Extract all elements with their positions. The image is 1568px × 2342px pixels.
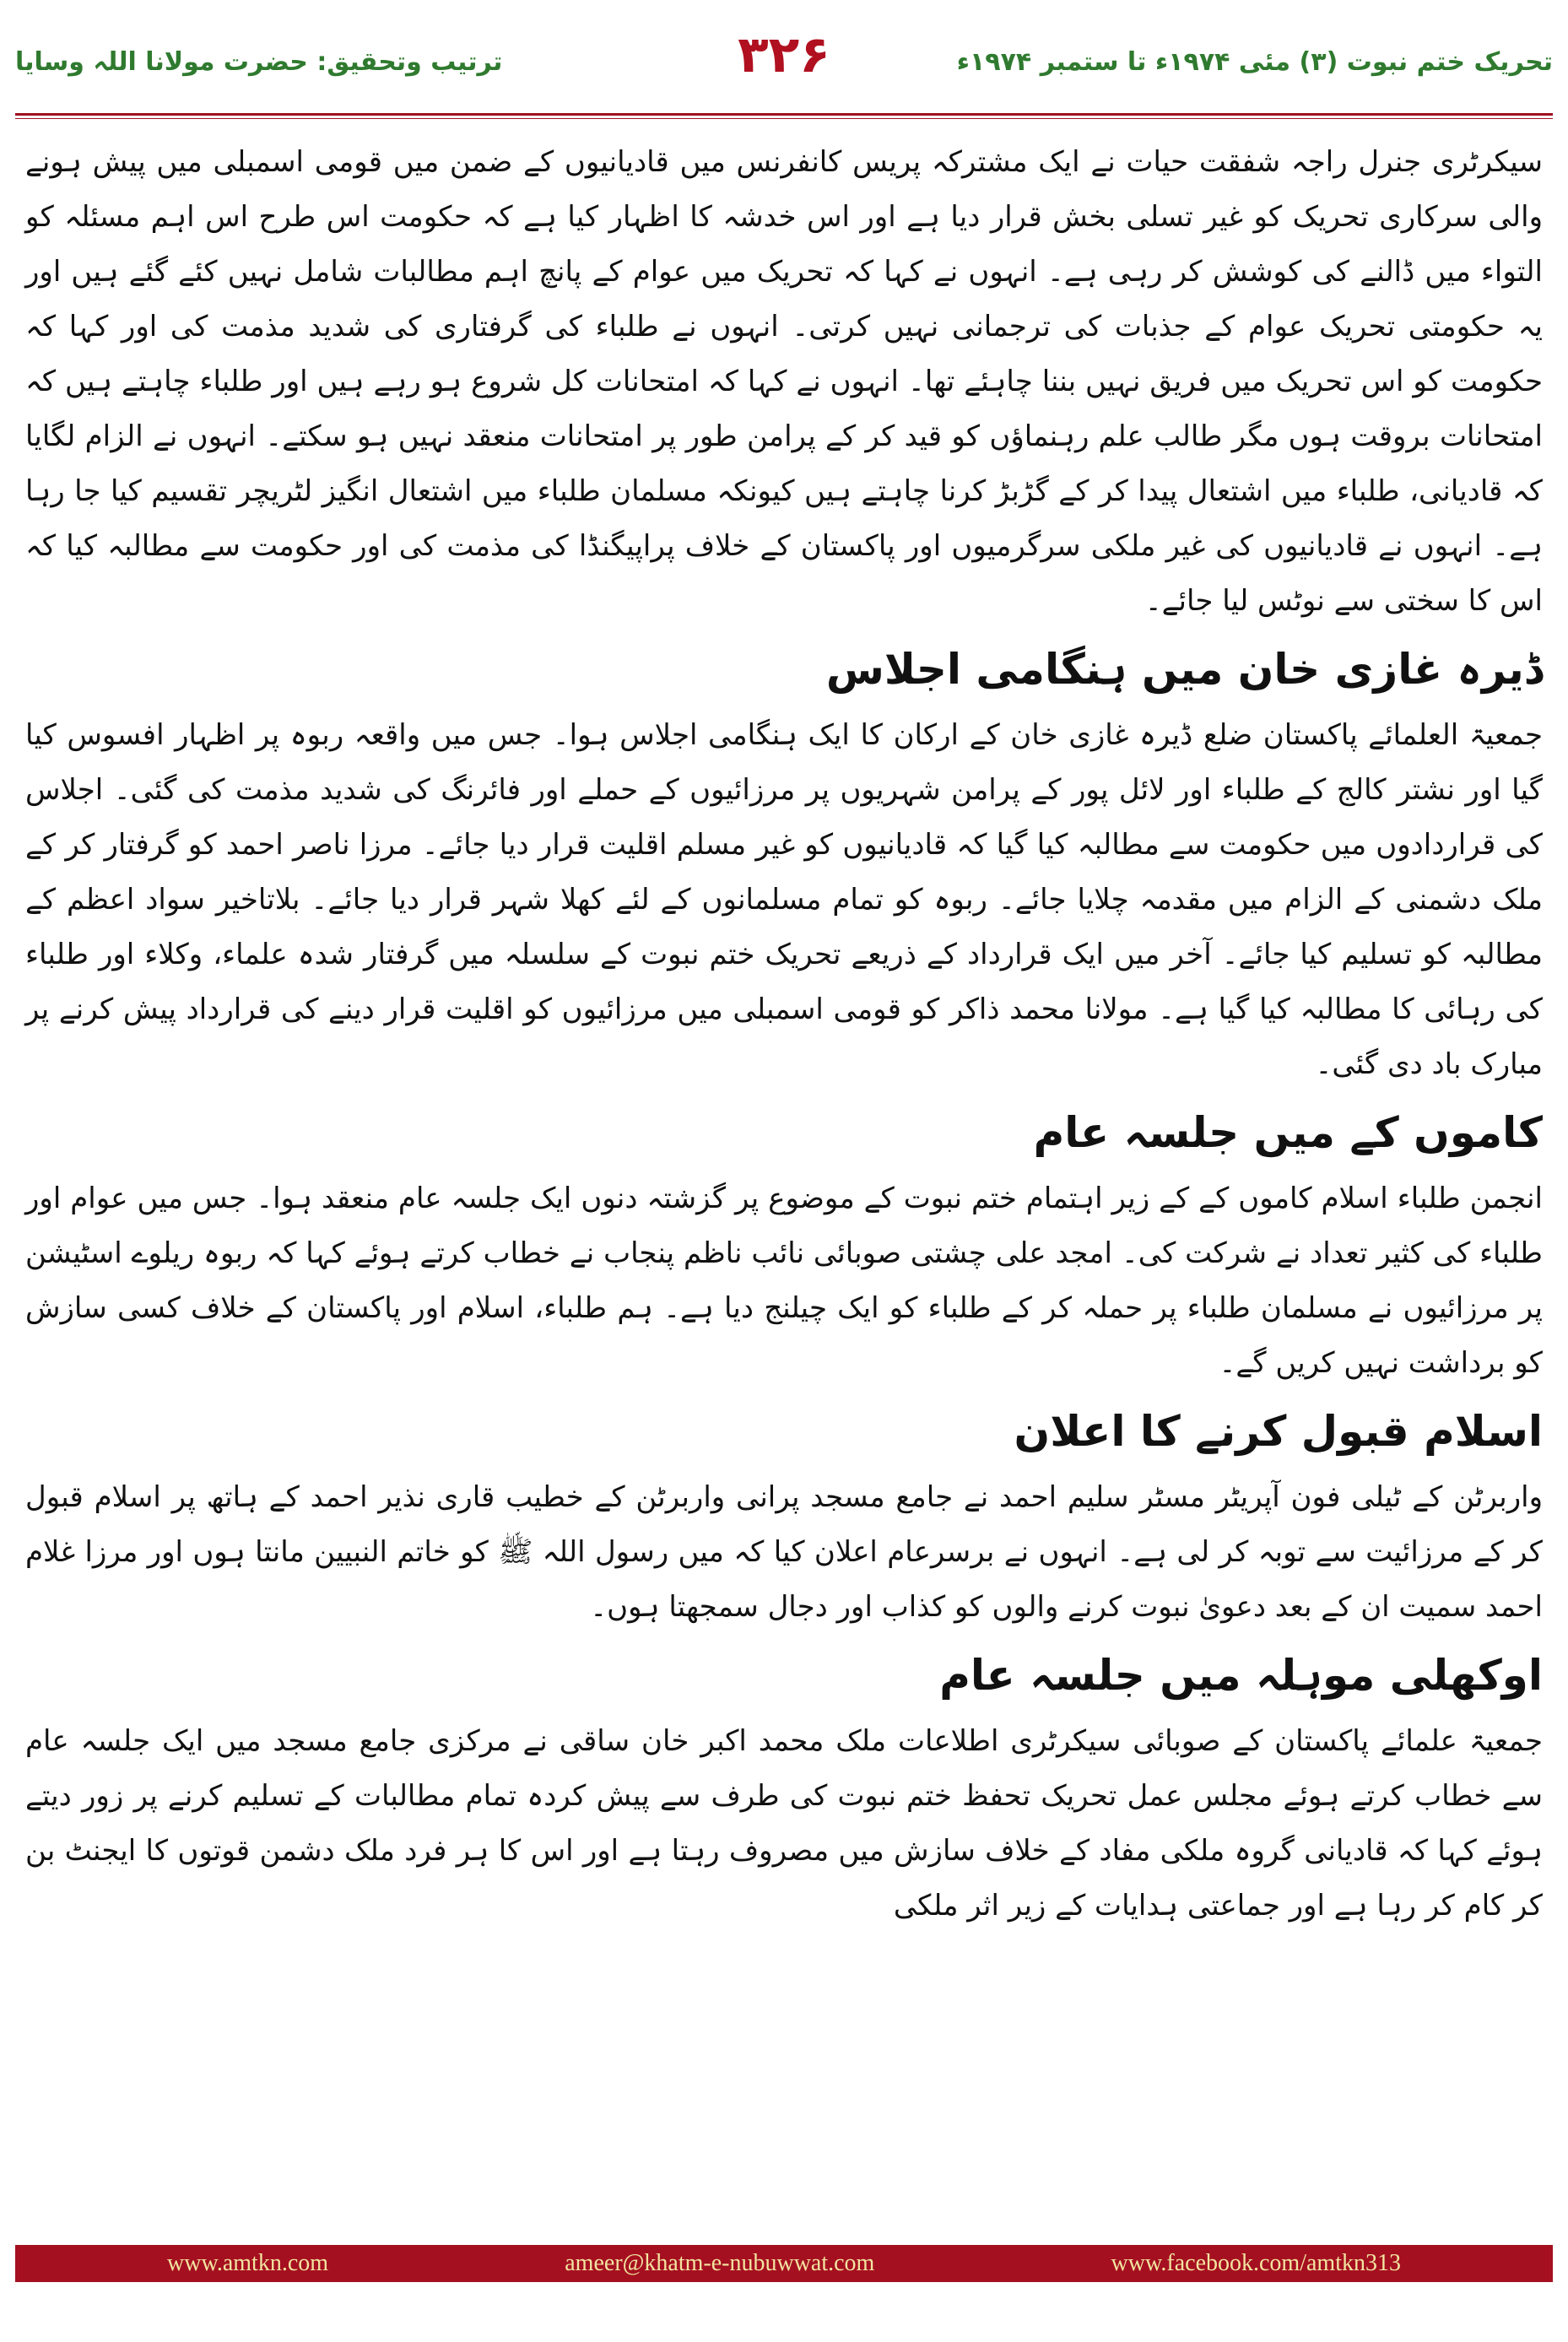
heading-okhli-mohla: اوکھلی موہلہ میں جلسہ عام (939, 1651, 1543, 1700)
footer-website-link[interactable]: www.amtkn.com (167, 2250, 329, 2276)
header-divider (15, 113, 1553, 116)
page-number: ۳۲۶ (738, 25, 830, 84)
page-body (25, 135, 1543, 2228)
page-header (15, 17, 1553, 110)
paragraph-islam-acceptance: واربرٹن کے ٹیلی فون آپریٹر مسٹر سلیم احمد نے جامع مسجد پرانی واربرٹن کے خطیب قاری نذیر احمد کے ہاتھ پر اسلام قبول کر کے مرزائیت سے توبہ کر لی ہے۔ انہوں نے برسرعام اعلان کیا کہ میں رسول اللہ ﷺ کو خاتم النبیین مانتا ہوں اور مرزا غلام احمد سمیت ان کے بعد دعویٰ نبوت کرنے والوں کو کذاب اور دجال سمجھتا ہوں۔ (25, 1480, 1543, 1624)
footer-facebook-link[interactable]: www.facebook.com/amtkn313 (1111, 2250, 1401, 2276)
compiler-credit: ترتیب وتحقیق: حضرت مولانا اللہ وسایا (15, 47, 503, 77)
footer-email-link[interactable]: ameer@khatm-e-nubuwwat.com (565, 2250, 875, 2276)
paragraph-intro: سیکرٹری جنرل راجہ شفقت حیات نے ایک مشترکہ پریس کانفرنس میں قادیانیوں کے ضمن میں قومی اسمبلی میں پیش ہونے والی سرکاری تحریک کو غیر تسلی بخش قرار دیا ہے اور اس خدشہ کا اظہار کیا ہے کہ حکومت اس طرح اس اہم مسئلہ کو التواء میں ڈالنے کی کوشش کر رہی ہے۔ انہوں نے کہا کہ تحریک میں عوام کے پانچ اہم مطالبات شامل نہیں کئے گئے ہیں اور یہ حکومتی تحریک عوام کے جذبات کی ترجمانی نہیں کرتی۔ انہوں نے طلباء کی گرفتاری کی شدید مذمت کی اور کہا کہ حکومت کو اس تحریک میں فریق نہیں بننا چاہئے تھا۔ انہوں نے کہا کہ امتحانات کل شروع ہو رہے ہیں اور طلباء چاہتے ہیں کہ امتحانات بروقت ہوں مگر طالب علم رہنماؤں کو قید کر کے پرامن طور پر امتحانات منعقد نہیں ہو سکتے۔ انہوں نے الزام لگایا کہ قادیانی، طلباء میں اشتعال پیدا کر کے گڑبڑ کرنا چاہتے ہیں کیونکہ مسلمان طلباء میں اشتعال انگیز لٹریچر تقسیم کیا جا رہا ہے۔ انہوں نے قادیانیوں کی غیر ملکی سرگرمیوں اور پاکستان کے خلاف پراپیگنڈا کی مذمت کی اور حکومت سے مطالبہ کیا کہ اس کا سختی سے نوٹس لیا جائے۔ (25, 145, 1543, 618)
header-divider-thin (15, 118, 1553, 119)
heading-kamonke: کاموں کے میں جلسہ عام (1033, 1108, 1543, 1157)
paragraph-kamonke: انجمن طلباء اسلام کاموں کے کے زیر اہتمام ختم نبوت کے موضوع پر گزشتہ دنوں ایک جلسہ عام منعقد ہوا۔ جس میں عوام اور طلباء کی کثیر تعداد نے شرکت کی۔ امجد علی چشتی صوبائی نائب ناظم پنجاب نے خطاب کرتے ہوئے کہا کہ ربوہ ریلوے اسٹیشن پر مرزائیوں نے مسلمان طلباء پر حملہ کر کے طلباء کو ایک چیلنج دیا ہے۔ ہم طلباء، اسلام اور پاکستان کے خلاف کسی سازش کو برداشت نہیں کریں گے۔ (25, 1182, 1543, 1380)
book-title: تحریک ختم نبوت (۳) مئی ۱۹۷۴ء تا ستمبر ۱۹۷۴ء (956, 47, 1553, 77)
paragraph-okhli-mohla: جمعیۃ علمائے پاکستان کے صوبائی سیکرٹری اطلاعات ملک محمد اکبر خان ساقی نے مرکزی جامع مسجد میں ایک جلسہ عام سے خطاب کرتے ہوئے مجلس عمل تحریک تحفظ ختم نبوت کی طرف سے پیش کردہ تمام مطالبات کے تسلیم کرنے پر زور دیتے ہوئے کہا کہ قادیانی گروہ ملکی مفاد کے خلاف سازش میں مصروف رہتا ہے اور اس کا ہر فرد ملک دشمن قوتوں کا ایجنٹ بن کر کام کر رہا ہے اور جماعتی ہدایات کے زیر اثر ملکی (25, 1724, 1543, 1923)
heading-islam-acceptance: اسلام قبول کرنے کا اعلان (1014, 1407, 1543, 1456)
paragraph-dera-ghazi-khan: جمعیۃ العلمائے پاکستان ضلع ڈیرہ غازی خان کے ارکان کا ایک ہنگامی اجلاس ہوا۔ جس میں واقعہ ربوہ پر اظہار افسوس کیا گیا اور نشتر کالج کے طلباء اور لائل پور کے پرامن شہریوں پر مرزائیوں کے حملے اور فائرنگ کی شدید مذمت کی گئی۔ اجلاس کی قراردادوں میں حکومت سے مطالبہ کیا گیا کہ قادیانیوں کو غیر مسلم اقلیت قرار دیا جائے۔ مرزا ناصر احمد کو گرفتار کر کے ملک دشمنی کے الزام میں مقدمہ چلایا جائے۔ ربوہ کو تمام مسلمانوں کے لئے کھلا شہر قرار دیا جائے۔ بلاتاخیر سواد اعظم کے مطالبہ کو تسلیم کیا جائے۔ آخر میں ایک قرارداد کے ذریعے تحریک ختم نبوت کے سلسلہ میں گرفتار شدہ علماء، وکلاء اور طلباء کی رہائی کا مطالبہ کیا گیا ہے۔ مولانا محمد ذاکر کو قومی اسمبلی میں مرزائیوں کو اقلیت قرار دینے کی قرارداد پیش کرنے پر مبارک باد دی گئی۔ (25, 718, 1543, 1081)
page-footer (15, 2245, 1553, 2282)
heading-dera-ghazi-khan: ڈیرہ غازی خان میں ہنگامی اجلاس (825, 645, 1543, 694)
